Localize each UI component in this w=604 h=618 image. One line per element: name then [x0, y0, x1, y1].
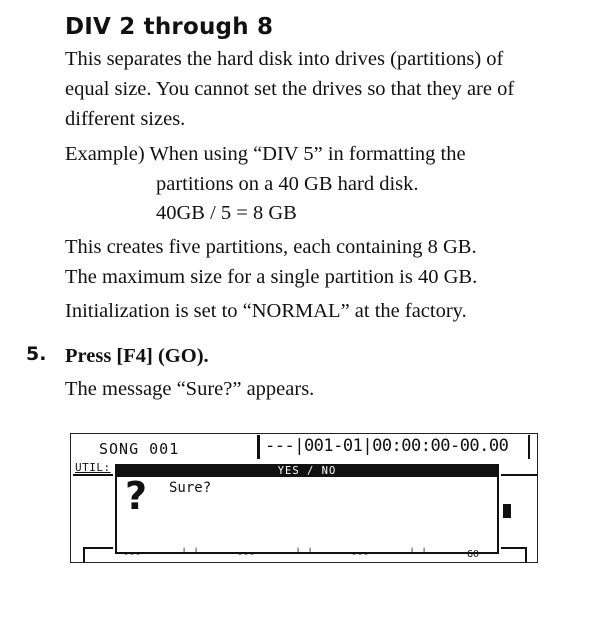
- lcd-divider: [257, 435, 260, 459]
- paragraph-line: equal size. You cannot set the drives so that they are of: [65, 78, 515, 100]
- dialog-message: Sure?: [169, 480, 212, 496]
- fkey-label: ---: [351, 549, 370, 560]
- fkey-label: ---: [123, 549, 142, 560]
- example-line: Example) When using “DIV 5” in formatting the: [65, 143, 466, 165]
- scroll-indicator: [503, 504, 511, 518]
- lcd-rule: [83, 547, 113, 549]
- dialog-title-bar: YES / NO: [117, 466, 497, 477]
- section-heading: DIV 2 through 8: [65, 14, 274, 40]
- step-result: The message “Sure?” appears.: [65, 378, 315, 400]
- example-line: 40GB / 5 = 8 GB: [156, 202, 297, 224]
- fkey-label: ╵ ╵: [295, 549, 314, 560]
- lcd-rule: [73, 474, 113, 476]
- lcd-position-readout: ---|001-01|00:00:00-00.00: [265, 436, 509, 456]
- fkey-label: ╵ ╵: [409, 549, 428, 560]
- paragraph-line: The maximum size for a single partition is 40 GB.: [65, 266, 478, 288]
- fkey-go: GO: [467, 549, 480, 560]
- fkey-label: ---: [237, 549, 256, 560]
- lcd-position-display: [257, 435, 531, 459]
- lcd-divider: [528, 435, 530, 459]
- step-number: 5.: [26, 343, 47, 365]
- fkey-label: ╵ ╵: [181, 549, 200, 560]
- sure-dialog: [115, 464, 499, 554]
- paragraph-line: This separates the hard disk into drives (partitions) of: [65, 48, 504, 70]
- lcd-rule: [83, 547, 85, 562]
- question-icon: ?: [125, 474, 148, 518]
- lcd-song-label: SONG 001: [99, 440, 180, 458]
- paragraph-line: different sizes.: [65, 108, 186, 130]
- lcd-rule: [501, 474, 537, 476]
- lcd-rule: [501, 547, 525, 549]
- example-line: partitions on a 40 GB hard disk.: [156, 173, 419, 195]
- step-instruction: Press [F4] (GO).: [65, 345, 209, 367]
- lcd-rule: [525, 547, 527, 562]
- paragraph-line: This creates five partitions, each containing 8 GB.: [65, 236, 477, 258]
- lcd-util-label: UTIL:: [75, 461, 111, 474]
- paragraph-line: Initialization is set to “NORMAL” at the factory.: [65, 300, 467, 322]
- lcd-screen: [70, 433, 538, 563]
